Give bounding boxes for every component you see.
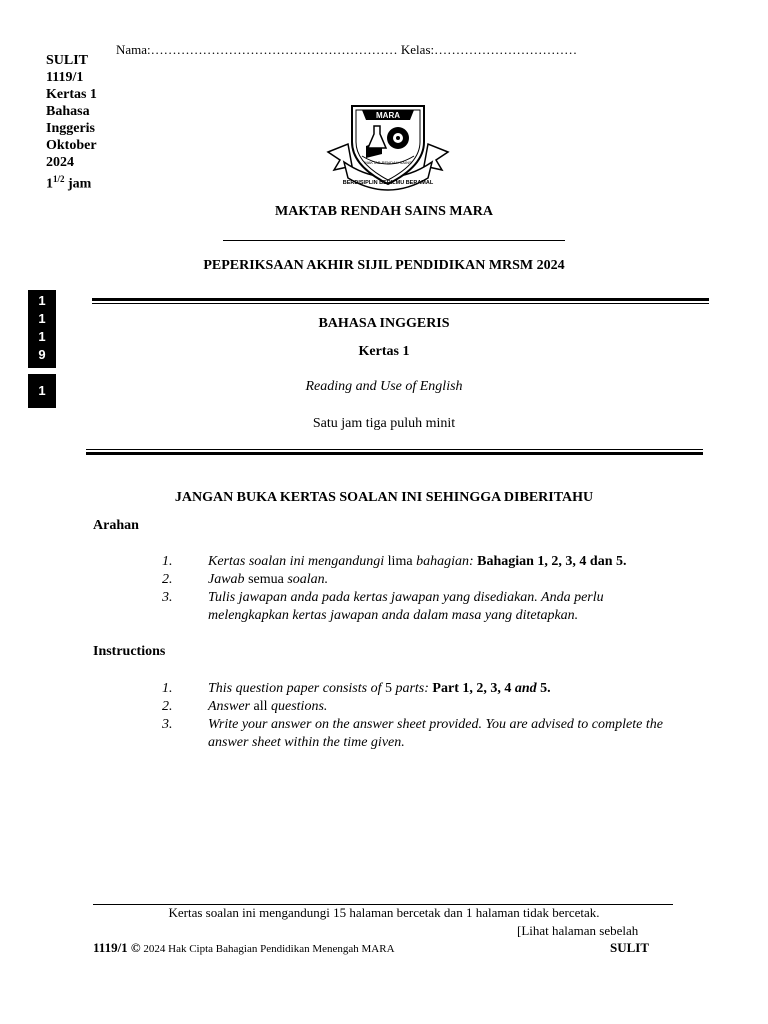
paper-description: Reading and Use of English [305, 379, 463, 394]
item-text: Bahagian 1, 2, 3, 4 dan 5. [473, 554, 627, 569]
exam-year: 2024 [46, 155, 74, 170]
name-class-field: Nama:………………………………………………… Kelas:…………………………… [116, 42, 578, 57]
paper-code: 1119/1 [46, 70, 84, 85]
item-text: semua [244, 572, 288, 587]
exam-duration [46, 171, 97, 193]
item-text: This question paper consists of [208, 681, 382, 696]
item-text: Tulis jawapan anda pada kertas jawapan yang disediakan. Anda perlu melengkapkan kertas jawapan anda dalam masa yang ditetapkan. [208, 590, 604, 623]
double-rule-top-thin [92, 303, 709, 304]
item-text: 5. [536, 681, 551, 696]
item-number: 3. [162, 590, 173, 605]
list-item [162, 553, 682, 571]
item-text: all [250, 699, 271, 714]
list-item [162, 571, 682, 589]
item-text: bahagian: [416, 554, 474, 569]
item-text: soalan. [287, 572, 329, 587]
double-rule-bottom [86, 452, 703, 455]
logo-top-text: MARA [376, 111, 400, 120]
list-item [162, 716, 682, 752]
item-number: 1. [162, 554, 173, 569]
sulit-label: SULIT [46, 53, 89, 68]
item-number: 2. [162, 572, 173, 587]
item-number: 1. [162, 681, 173, 696]
duration-base: 1 [46, 176, 53, 192]
item-text: and [514, 681, 537, 696]
item-text: Kertas soalan ini mengandungi [208, 554, 385, 569]
page-count-note: Kertas soalan ini mengandungi 15 halaman bercetak dan 1 halaman tidak bercetak. [168, 905, 600, 920]
subject-line-1: Bahasa [46, 104, 90, 119]
arahan-list [162, 553, 682, 625]
mara-logo [322, 100, 454, 196]
item-text: Answer [208, 699, 250, 714]
code-digit: 1 [38, 329, 46, 344]
item-text: Part 1, 2, 3, 4 [428, 681, 515, 696]
instructions-list [162, 680, 682, 752]
duration-unit: jam [64, 176, 92, 192]
subject-line-2: Inggeris [46, 121, 95, 136]
item-text: 5 [381, 681, 396, 696]
double-rule-bottom-thin [86, 449, 703, 450]
duration-text: Satu jam tiga puluh minit [312, 416, 456, 431]
logo-ribbon-text: MAKTAB RENDAH SAINS [364, 160, 412, 165]
warning-text: JANGAN BUKA KERTAS SOALAN INI SEHINGGA DIBERITAHU [174, 490, 594, 505]
copyright-line [93, 940, 395, 956]
exam-title: PEPERIKSAAN AKHIR SIJIL PENDIDIKAN MRSM 2024 [203, 258, 565, 273]
item-number: 2. [162, 699, 173, 714]
item-text: Write your answer on the answer sheet provided. You are advised to complete the answer sheet within the time given. [208, 717, 663, 750]
copyright-text: 2024 Hak Cipta Bahagian Pendidikan Menengah MARA [140, 943, 395, 955]
paper-number-box: 1 [28, 374, 56, 408]
school-name: MAKTAB RENDAH SAINS MARA [275, 204, 493, 219]
arahan-heading: Arahan [93, 518, 139, 533]
subject-title: BAHASA INGGERIS [318, 316, 450, 331]
item-text: Jawab [208, 572, 245, 587]
code-digit: 1 [38, 311, 46, 326]
footer-code: 1119/1 © [93, 940, 141, 955]
exam-month: Oktober [46, 138, 97, 153]
list-item [162, 698, 682, 716]
item-text: parts: [395, 681, 429, 696]
paper-info-block [46, 52, 97, 193]
code-digit: 9 [38, 347, 46, 362]
item-text: lima [384, 554, 417, 569]
list-item [162, 589, 682, 625]
paper-title: Kertas 1 [358, 344, 410, 359]
paper-number: Kertas 1 [46, 87, 97, 102]
code-digit: 1 [38, 293, 46, 308]
double-rule-top [92, 298, 709, 301]
list-item [162, 680, 682, 698]
footer-sulit: SULIT [610, 940, 650, 955]
duration-fraction: 1/2 [53, 174, 65, 184]
item-number: 3. [162, 717, 173, 732]
instructions-heading: Instructions [93, 644, 166, 659]
divider [223, 240, 565, 241]
logo-motto: BERDISIPLIN BERILMU BERAMAL [342, 180, 434, 186]
item-text: questions. [271, 699, 328, 714]
next-page-note: [Lihat halaman sebelah [517, 923, 639, 938]
